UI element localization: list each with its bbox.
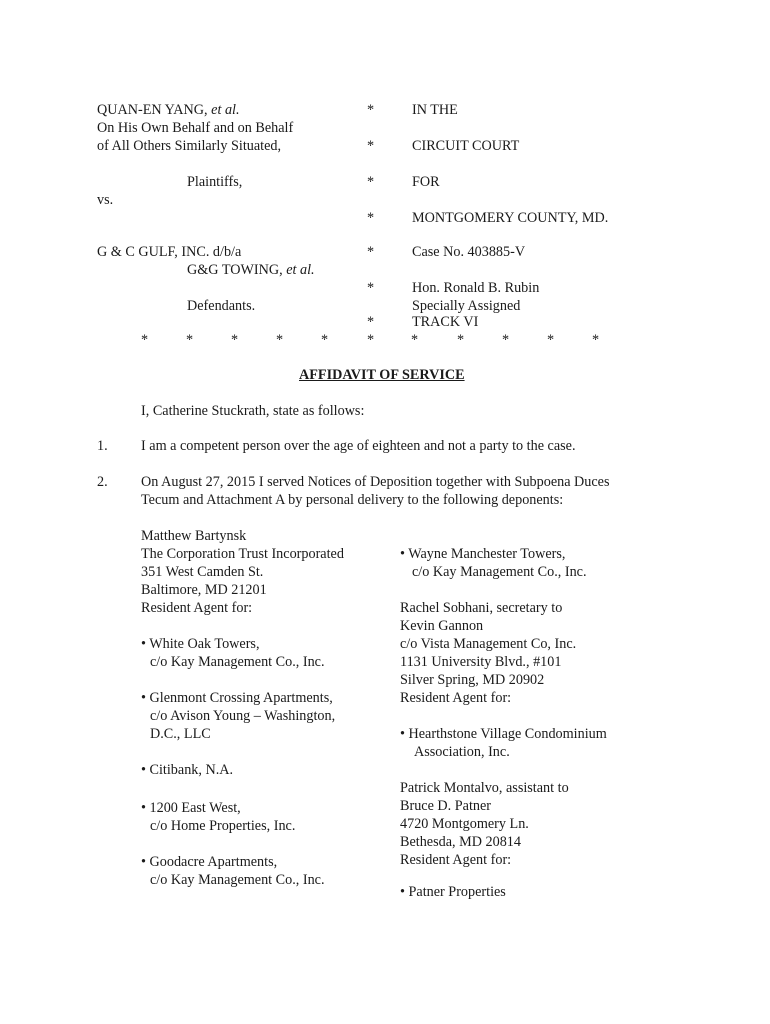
deponent-name: Patrick Montalvo, assistant to — [400, 780, 569, 796]
case-number: Case No. 403885-V — [412, 244, 526, 260]
deponent-city: Baltimore, MD 21201 — [141, 582, 267, 598]
separator-star: * — [592, 332, 600, 348]
paragraph-1-text: I am a competent person over the age of eighteen and not a party to the case. — [141, 438, 576, 454]
list-item-detail: c/o Kay Management Co., Inc. — [150, 654, 325, 670]
plaintiff-name: QUAN-EN YANG, — [97, 102, 212, 118]
intro-statement: I, Catherine Stuckrath, state as follows: — [141, 403, 365, 419]
deponent-organization: The Corporation Trust Incorporated — [141, 546, 344, 562]
deponent-street: 4720 Montgomery Ln. — [400, 816, 529, 832]
list-item-detail: c/o Kay Management Co., Inc. — [412, 564, 587, 580]
caption-star: * — [367, 280, 375, 296]
defendant-name: G & C GULF, INC. d/b/a — [97, 244, 242, 260]
separator-star: * — [502, 332, 510, 348]
deponent-organization: c/o Vista Management Co, Inc. — [400, 636, 577, 652]
caption-star: * — [367, 174, 375, 190]
list-item: • Glenmont Crossing Apartments, — [141, 690, 333, 706]
paragraph-1-number: 1. — [97, 438, 108, 454]
document-title: AFFIDAVIT OF SERVICE — [299, 367, 465, 383]
separator-star: * — [457, 332, 465, 348]
defendants-label: Defendants. — [187, 298, 256, 314]
judge-name: Hon. Ronald B. Rubin — [412, 280, 540, 296]
paragraph-2-number: 2. — [97, 474, 108, 490]
list-item-detail: D.C., LLC — [150, 726, 211, 742]
list-item-detail: Association, Inc. — [414, 744, 510, 760]
deponent-street: 351 West Camden St. — [141, 564, 264, 580]
list-item-detail: c/o Kay Management Co., Inc. — [150, 872, 325, 888]
separator-star: * — [547, 332, 555, 348]
list-item: • Citibank, N.A. — [141, 762, 234, 778]
court-in-the: IN THE — [412, 102, 458, 118]
list-item-detail: c/o Avison Young – Washington, — [150, 708, 336, 724]
paragraph-2-line-1: On August 27, 2015 I served Notices of Deposition together with Subpoena Duces — [141, 474, 610, 490]
plaintiff-name-line — [97, 102, 240, 119]
plaintiff-situated-line: of All Others Similarly Situated, — [97, 138, 282, 154]
deponent-principal: Kevin Gannon — [400, 618, 484, 634]
separator-star: * — [367, 332, 375, 348]
list-item: • Goodacre Apartments, — [141, 854, 278, 870]
separator-star: * — [186, 332, 194, 348]
resident-agent-label: Resident Agent for: — [400, 690, 512, 706]
separator-star: * — [276, 332, 284, 348]
list-item: • Wayne Manchester Towers, — [400, 546, 566, 562]
list-item: • Hearthstone Village Condominium — [400, 726, 607, 742]
paragraph-2-line-2: Tecum and Attachment A by personal delivery to the following deponents: — [141, 492, 564, 508]
plaintiffs-label: Plaintiffs, — [187, 174, 243, 190]
versus-label: vs. — [97, 192, 114, 208]
caption-star: * — [367, 210, 375, 226]
caption-star: * — [367, 314, 375, 330]
caption-star: * — [367, 138, 375, 154]
separator-star: * — [321, 332, 329, 348]
list-item-detail: c/o Home Properties, Inc. — [150, 818, 296, 834]
caption-star: * — [367, 244, 375, 260]
defendant-et-al: et al. — [286, 262, 315, 278]
deponent-city: Bethesda, MD 20814 — [400, 834, 521, 850]
court-county: MONTGOMERY COUNTY, MD. — [412, 210, 609, 226]
separator-star: * — [141, 332, 149, 348]
specially-assigned: Specially Assigned — [412, 298, 521, 314]
track-label: TRACK VI — [412, 314, 479, 330]
defendant-dba: G&G TOWING, — [187, 262, 287, 278]
resident-agent-label: Resident Agent for: — [141, 600, 253, 616]
resident-agent-label: Resident Agent for: — [400, 852, 512, 868]
separator-star: * — [411, 332, 419, 348]
deponent-name: Matthew Bartynsk — [141, 528, 247, 544]
court-circuit: CIRCUIT COURT — [412, 138, 520, 154]
deponent-principal: Bruce D. Patner — [400, 798, 492, 814]
list-item: • 1200 East West, — [141, 800, 241, 816]
deponent-street: 1131 University Blvd., #101 — [400, 654, 562, 670]
deponent-city: Silver Spring, MD 20902 — [400, 672, 545, 688]
defendant-dba-line — [187, 262, 315, 279]
plaintiff-behalf-line: On His Own Behalf and on Behalf — [97, 120, 294, 136]
list-item: • White Oak Towers, — [141, 636, 260, 652]
separator-star: * — [231, 332, 239, 348]
caption-star: * — [367, 102, 375, 118]
deponent-name: Rachel Sobhani, secretary to — [400, 600, 563, 616]
list-item: • Patner Properties — [400, 884, 506, 900]
court-for: FOR — [412, 174, 440, 190]
plaintiff-et-al: et al. — [211, 102, 240, 118]
